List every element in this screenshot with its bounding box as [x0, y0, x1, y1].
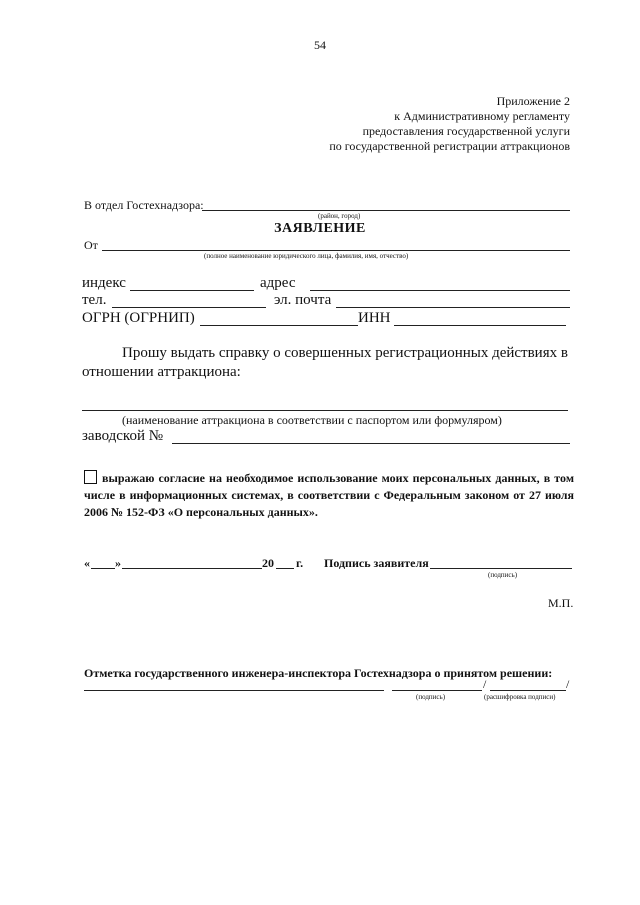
consent-text: выражаю согласие на необходимое использование моих персональных данных, в том числе в информационных системах, в соответствии с Федеральным законом от 27 июля 2006 № 152-ФЗ «О персональных данных».	[84, 471, 574, 519]
inn-label: ИНН	[358, 310, 391, 326]
appendix-line-2: к Административному регламенту	[394, 109, 570, 123]
phone-field[interactable]	[112, 307, 266, 308]
date-quote-open: «	[84, 556, 90, 570]
index-label: индекс	[82, 275, 126, 291]
appendix-line-3: предоставления государственной услуги	[362, 124, 570, 138]
attraction-name-field[interactable]	[82, 410, 568, 411]
inspector-label: Отметка государственного инженера-инспектора Гостехнадзора о принятом решении:	[84, 666, 553, 680]
date-month-field[interactable]	[122, 568, 262, 569]
appendix-line-1: Приложение 2	[496, 94, 570, 108]
date-day-field[interactable]	[91, 568, 115, 569]
from-label: От	[84, 238, 98, 252]
date-quote-close: »	[115, 556, 121, 570]
date-year-suffix: г.	[296, 556, 304, 570]
department-label: В отдел Гостехнадзора:	[84, 198, 204, 212]
inspector-slash-2: /	[566, 677, 570, 691]
serial-label: заводской №	[82, 428, 164, 444]
signature-hint: (подпись)	[488, 571, 518, 579]
appendix-line-4: по государственной регистрации аттракционов	[329, 139, 570, 153]
inspector-slash-1: /	[483, 677, 487, 691]
document-title: ЗАЯВЛЕНИЕ	[274, 221, 366, 236]
inspector-decode-hint: (расшифровка подписи)	[484, 693, 556, 701]
seal-mark: М.П.	[548, 596, 574, 610]
attraction-hint: (наименование аттракциона в соответствии с паспортом или формуляром)	[122, 413, 502, 427]
inspector-signature-hint: (подпись)	[416, 693, 446, 701]
address-label: адрес	[260, 275, 296, 291]
index-field[interactable]	[130, 290, 254, 291]
email-field[interactable]	[336, 307, 570, 308]
inspector-decision-field[interactable]	[84, 690, 384, 691]
inspector-decode-field[interactable]	[490, 690, 566, 691]
phone-label: тел.	[82, 292, 107, 308]
ogrn-label: ОГРН (ОГРНИП)	[82, 310, 195, 326]
request-text: Прошу выдать справку о совершенных регистрационных действиях в отношении аттракциона:	[82, 345, 568, 380]
address-field[interactable]	[310, 290, 570, 291]
department-field[interactable]	[202, 210, 570, 211]
signature-label: Подпись заявителя	[324, 556, 429, 570]
ogrn-field[interactable]	[200, 325, 358, 326]
date-year-prefix: 20	[262, 556, 274, 570]
email-label: эл. почта	[274, 292, 332, 308]
consent-checkbox[interactable]	[84, 470, 97, 484]
page-number: 54	[314, 38, 326, 52]
inspector-signature-field[interactable]	[392, 690, 482, 691]
applicant-signature-field[interactable]	[430, 568, 572, 569]
consent-block	[84, 470, 574, 521]
from-field[interactable]	[102, 250, 570, 251]
serial-number-field[interactable]	[172, 443, 570, 444]
department-hint: (район, город)	[318, 212, 361, 220]
inn-field[interactable]	[394, 325, 566, 326]
from-hint: (полное наименование юридического лица, фамилия, имя, отчество)	[204, 252, 409, 260]
date-year-field[interactable]	[276, 568, 294, 569]
request-paragraph	[82, 344, 572, 382]
